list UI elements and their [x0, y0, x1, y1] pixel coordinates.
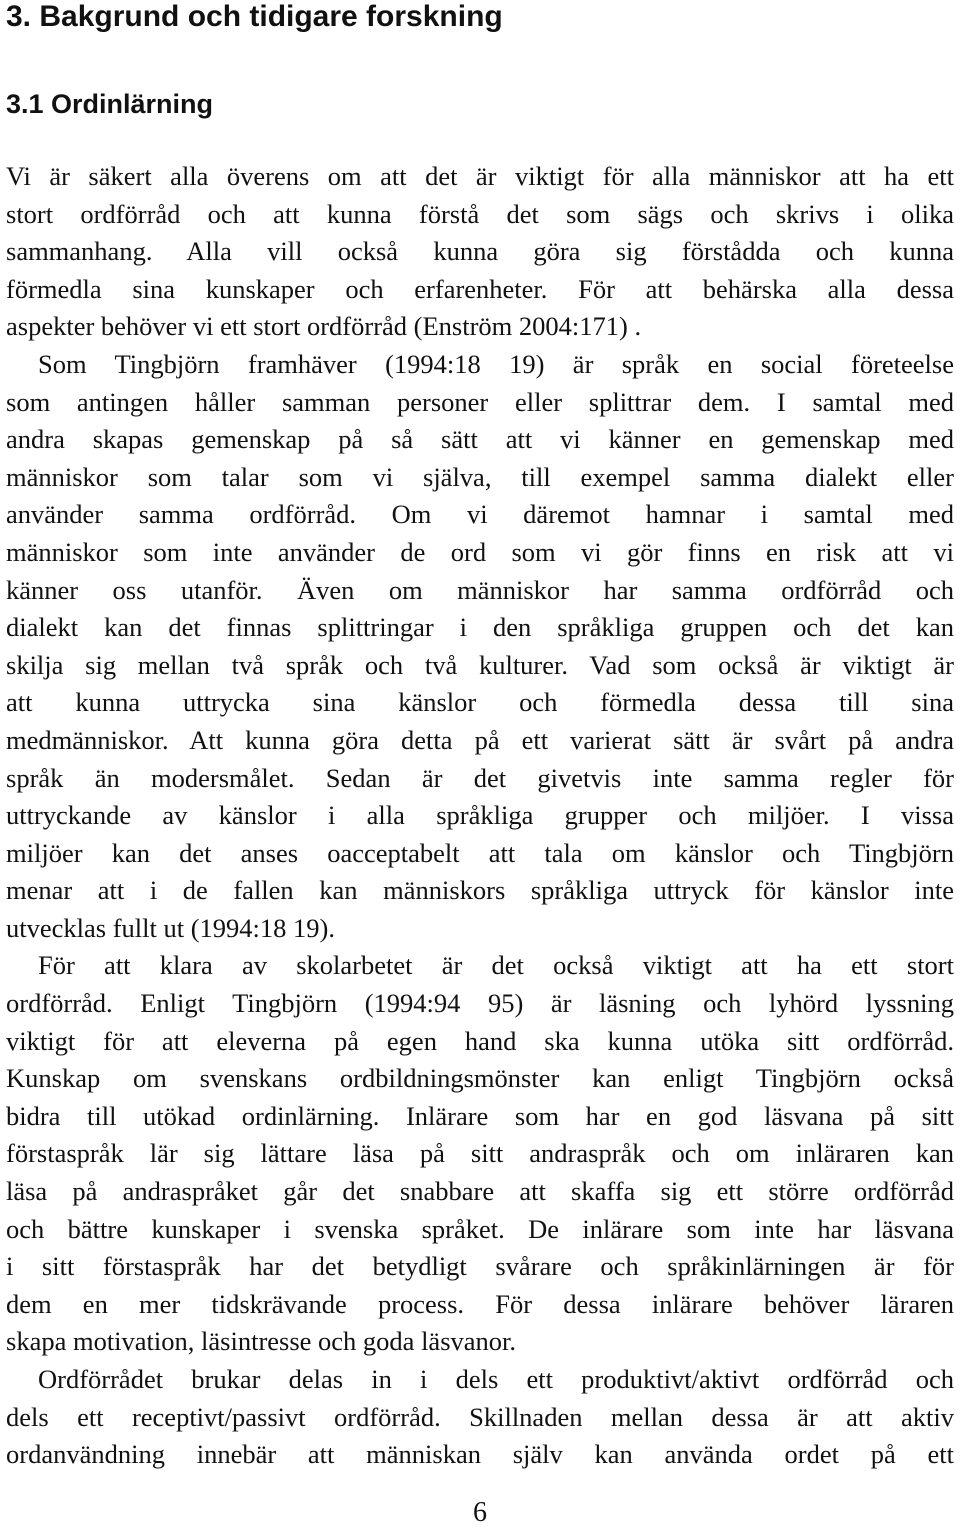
text-line: känner oss utanför. Även om människor har samma ordförråd och	[6, 574, 954, 605]
text-line: i sitt förstaspråk har det betydligt svårare och språkinlärningen är för	[6, 1251, 954, 1282]
text-line: som antingen håller samman personer eller splittrar dem. I samtal med	[6, 386, 954, 417]
subsection-heading: 3.1 Ordinlärning	[6, 89, 214, 119]
text-line: dels ett receptivt/passivt ordförråd. Skillnaden mellan dessa är att aktiv	[6, 1401, 954, 1432]
text-line: medmänniskor. Att kunna göra detta på ett varierat sätt är svårt på andra	[6, 724, 954, 755]
text-line: och bättre kunskaper i svenska språket. De inlärare som inte har läsvana	[6, 1213, 954, 1244]
text-line: viktigt för att eleverna på egen hand ska kunna utöka sitt ordförråd.	[6, 1025, 954, 1056]
text-line: språk än modersmålet. Sedan är det givetvis inte samma regler för	[6, 762, 954, 793]
text-line: utvecklas fullt ut (1994:18 19).	[6, 912, 335, 943]
document-page	[6, 0, 954, 1474]
paragraph-4	[6, 1361, 954, 1474]
text-line: ordanvändning innebär att människan själv kan använda ordet på ett	[6, 1439, 954, 1470]
text-line: ordförråd. Enligt Tingbjörn (1994:94 95) är läsning och lyhörd lyssning	[6, 988, 954, 1019]
text-line: förmedla sina kunskaper och erfarenheter. För att behärska alla dessa	[6, 273, 954, 304]
text-line: läsa på andraspråket går det snabbare att skaffa sig ett större ordförråd	[6, 1176, 954, 1207]
text-line: bidra till utökad ordinlärning. Inlärare som har en god läsvana på sitt	[6, 1100, 954, 1131]
text-line: skapa motivation, läsintresse och goda läsvanor.	[6, 1326, 517, 1357]
paragraph-2	[6, 346, 954, 948]
text-line: menar att i de fallen kan människors språkliga uttryck för känslor inte	[6, 875, 954, 906]
section-heading: 3. Bakgrund och tidigare forskning	[6, 0, 503, 33]
text-line: aspekter behöver vi ett stort ordförråd (Enström 2004:171) .	[6, 311, 642, 342]
text-line: skilja sig mellan två språk och två kulturer. Vad som också är viktigt är	[6, 649, 954, 680]
text-line: att kunna uttrycka sina känslor och förmedla dessa till sina	[6, 687, 954, 718]
text-line: Kunskap om svenskans ordbildningsmönster kan enligt Tingbjörn också	[6, 1063, 954, 1094]
text-line: Som Tingbjörn framhäver (1994:18 19) är språk en social företeelse	[38, 348, 954, 379]
text-line: Vi är säkert alla överens om att det är viktigt för alla människor att ha ett	[6, 161, 954, 191]
text-line: dialekt kan det finnas splittringar i den språkliga gruppen och det kan	[6, 612, 954, 643]
text-line: sammanhang. Alla vill också kunna göra sig förstådda och kunna	[6, 236, 954, 267]
paragraph-1	[6, 158, 954, 346]
text-line: människor som talar som vi själva, till exempel samma dialekt eller	[6, 461, 954, 492]
text-line: dem en mer tidskrävande process. För dessa inlärare behöver läraren	[6, 1288, 954, 1319]
text-line: miljöer kan det anses oacceptabelt att tala om känslor och Tingbjörn	[6, 837, 954, 868]
text-line: uttryckande av känslor i alla språkliga grupper och miljöer. I vissa	[6, 800, 954, 831]
page-number: 6	[473, 1497, 487, 1528]
paragraph-3	[6, 947, 954, 1361]
text-line: använder samma ordförråd. Om vi däremot hamnar i samtal med	[6, 499, 954, 530]
text-line: människor som inte använder de ord som vi gör finns en risk att vi	[6, 536, 954, 567]
text-line: andra skapas gemenskap på så sätt att vi känner en gemenskap med	[6, 424, 954, 455]
text-line: stort ordförråd och att kunna förstå det som sägs och skrivs i olika	[6, 198, 954, 229]
text-line: För att klara av skolarbetet är det också viktigt att ha ett stort	[38, 950, 954, 981]
text-line: Ordförrådet brukar delas in i dels ett produktivt/aktivt ordförråd och	[38, 1364, 954, 1394]
text-line: förstaspråk lär sig lättare läsa på sitt andraspråk och om inläraren kan	[6, 1138, 954, 1169]
